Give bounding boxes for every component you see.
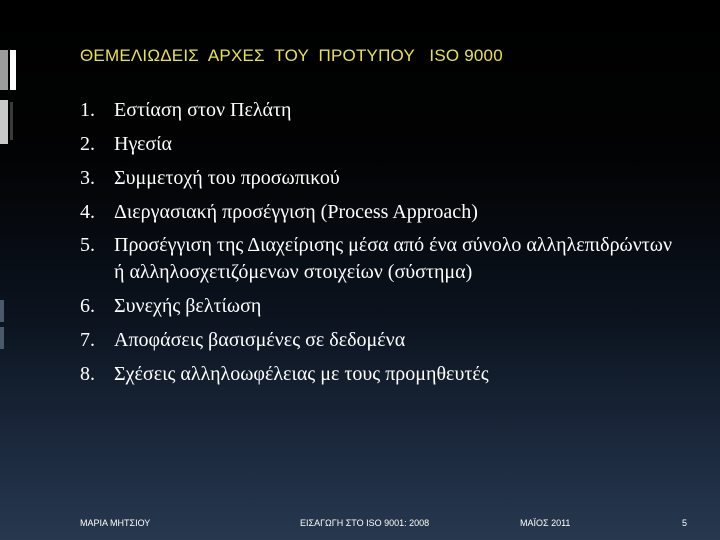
deco-bar xyxy=(10,50,16,90)
item-text: Ηγεσία xyxy=(114,133,172,155)
deco-bar xyxy=(0,50,8,90)
item-text: Σχέσεις αλληλοωφέλειας με τους προμηθευτές xyxy=(114,363,489,385)
list-item xyxy=(80,292,680,320)
list-item xyxy=(80,164,680,192)
item-text: Εστίαση στον Πελάτη xyxy=(114,99,292,121)
list-item xyxy=(80,360,680,388)
item-number: 3. xyxy=(80,167,95,189)
list-item xyxy=(80,96,680,124)
list-item xyxy=(80,232,680,286)
item-number: 5. xyxy=(80,234,95,256)
decorative-bars xyxy=(0,0,30,540)
item-text: Συμμετοχή του προσωπικού xyxy=(114,167,340,189)
footer-subject: ΕΙΣΑΓΩΓΗ ΣΤΟ ISO 9001: 2008 xyxy=(300,518,430,528)
item-number: 1. xyxy=(80,99,95,121)
item-number: 7. xyxy=(80,329,95,351)
item-number: 2. xyxy=(80,133,95,155)
slide-title: ΘΕΜΕΛΙΩΔΕΙΣ ΑΡΧΕΣ ΤΟΥ ΠΡΟΤΥΠΟΥ ISO 9000 xyxy=(80,46,503,65)
deco-bar xyxy=(0,100,8,144)
item-text: Διεργασιακή προσέγγιση (Process Approach) xyxy=(114,201,478,223)
footer-author: ΜΑΡΙΑ ΜΗΤΣΙΟΥ xyxy=(80,518,151,528)
item-number: 6. xyxy=(80,295,95,317)
deco-bar xyxy=(0,300,4,322)
page-number: 5 xyxy=(682,518,688,528)
footer-date: ΜΑΪΟΣ 2011 xyxy=(520,518,571,528)
deco-bar xyxy=(0,327,4,349)
list-item xyxy=(80,130,680,158)
item-number: 4. xyxy=(80,201,95,223)
principles-list xyxy=(80,96,680,394)
deco-bar xyxy=(10,102,13,140)
list-item xyxy=(80,198,680,226)
item-text: Προσέγγιση της Διαχείρισης μέσα από ένα σύνολο αλληλεπιδρώντων ή αλληλοσχετιζόμενων στοιχείων (σύστημα) xyxy=(114,234,672,283)
item-text: Συνεχής βελτίωση xyxy=(114,295,262,317)
item-number: 8. xyxy=(80,363,95,385)
item-text: Αποφάσεις βασισμένες σε δεδομένα xyxy=(114,329,406,351)
list-item xyxy=(80,326,680,354)
